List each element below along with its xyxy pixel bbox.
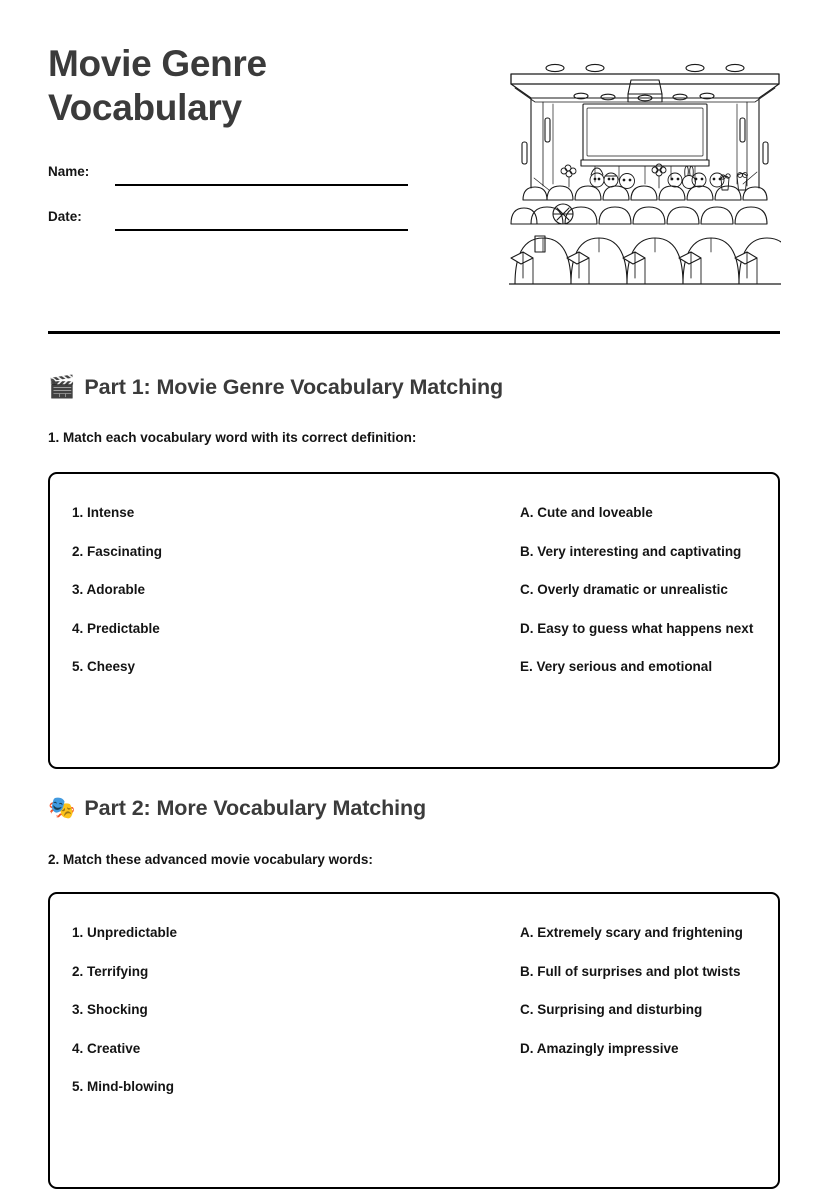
movie-theater-illustration (509, 58, 781, 286)
list-item[interactable]: A. Extremely scary and frightening (520, 925, 743, 940)
list-item[interactable]: 3. Adorable (72, 582, 146, 597)
page-title: Movie Genre Vocabulary (48, 43, 267, 128)
list-item[interactable]: 1. Intense (72, 505, 135, 520)
list-item[interactable]: 2. Terrifying (72, 963, 149, 979)
clapper-board-icon: 🎬 (48, 374, 76, 399)
list-item[interactable]: C. Overly dramatic or unrealistic (520, 582, 728, 597)
list-item[interactable]: A. Cute and loveable (520, 505, 653, 520)
student-info-fields (48, 154, 408, 233)
list-item[interactable]: 3. Shocking (72, 1002, 148, 1017)
section-prompt-part-1: 1. Match each vocabulary word with its correct definition: (48, 430, 417, 445)
section-heading-part-1 (48, 374, 503, 400)
definitions-column-part-1 (520, 502, 756, 741)
list-item[interactable]: 4. Creative (72, 1040, 141, 1056)
list-item[interactable]: 5. Mind-blowing (72, 1079, 174, 1094)
list-item[interactable]: 5. Cheesy (72, 659, 136, 674)
vocabulary-words-column-part-2 (72, 922, 520, 1161)
name-label: Name: (48, 164, 90, 179)
header-divider (48, 331, 780, 334)
section-title-part-1: Part 1: Movie Genre Vocabulary Matching (84, 375, 504, 399)
name-field-row (48, 154, 408, 188)
name-write-in-line[interactable] (115, 184, 408, 186)
performing-arts-masks-icon: 🎭 (48, 795, 76, 820)
matching-box-part-1 (48, 472, 780, 769)
list-item[interactable]: C. Surprising and disturbing (520, 1002, 703, 1017)
matching-box-part-2 (48, 892, 780, 1189)
section-heading-part-2 (48, 795, 426, 821)
list-item[interactable]: D. Amazingly impressive (520, 1040, 679, 1056)
list-item[interactable]: B. Very interesting and captivating (520, 543, 742, 559)
date-write-in-line[interactable] (115, 229, 408, 231)
list-item[interactable]: B. Full of surprises and plot twists (520, 963, 741, 979)
list-item[interactable]: 4. Predictable (72, 620, 160, 636)
date-field-row (48, 199, 408, 233)
list-item[interactable]: 1. Unpredictable (72, 925, 178, 940)
definitions-column-part-2 (520, 922, 756, 1161)
date-label: Date: (48, 209, 82, 224)
list-item[interactable]: D. Easy to guess what happens next (520, 620, 754, 636)
section-title-part-2: Part 2: More Vocabulary Matching (84, 796, 427, 820)
list-item[interactable]: E. Very serious and emotional (520, 659, 713, 674)
vocabulary-words-column-part-1 (72, 502, 520, 741)
section-prompt-part-2: 2. Match these advanced movie vocabulary words: (48, 852, 373, 867)
list-item[interactable]: 2. Fascinating (72, 543, 163, 559)
